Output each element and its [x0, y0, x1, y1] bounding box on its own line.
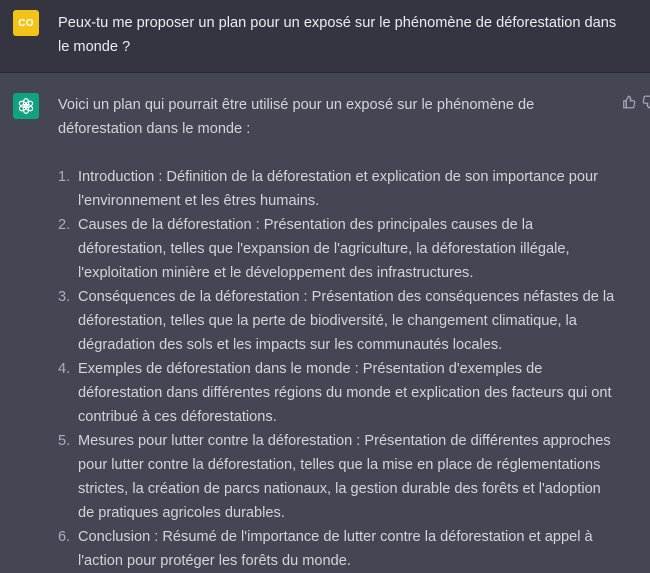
list-item [58, 429, 618, 525]
list-item-number: 1. [58, 169, 71, 185]
assistant-message-row [0, 73, 650, 571]
list-item-number: 2. [58, 217, 71, 233]
list-item-number: 3. [58, 289, 71, 305]
user-avatar: CO [13, 10, 39, 36]
list-item-number: 6. [58, 529, 71, 545]
list-item [58, 213, 618, 285]
list-item [58, 285, 618, 357]
list-item-text: Conclusion : Résumé de l'importance de lutter contre la déforestation et appel à l'action pour protéger les forêts du monde. [78, 529, 593, 569]
assistant-intro-text: Voici un plan qui pourrait être utilisé pour un exposé sur le phénomène de déforestation dans le monde : [58, 97, 535, 137]
list-item-text: Exemples de déforestation dans le monde : Présentation d'exemples de déforestation dans différentes régions du monde et explication des facteurs qui ont contribué à ces déforestations. [78, 361, 612, 425]
list-item [58, 165, 618, 213]
assistant-message-content [58, 93, 618, 573]
openai-logo-icon [13, 93, 39, 119]
list-item [58, 357, 618, 429]
user-message-text: Peux-tu me proposer un plan pour un exposé sur le phénomène de déforestation dans le monde ? [58, 15, 617, 55]
list-item-text: Introduction : Définition de la déforestation et explication de son importance pour l'environnement et les êtres humains. [78, 169, 599, 209]
list-item-text: Conséquences de la déforestation : Présentation des conséquences néfastes de la déforestation, telles que la perte de biodiversité, le changement climatique, la dégradation des sols et les impacts sur les communautés locales. [78, 289, 615, 353]
user-message-row [0, 0, 650, 73]
thumbs-down-icon[interactable] [642, 95, 650, 109]
list-item-text: Mesures pour lutter contre la déforestation : Présentation de différentes approches pour lutter contre la déforestation, telles que la mise en place de réglementations strictes, la création de parcs nationaux, la gestion durable des forêts et l'adoption de pratiques agricoles durables. [78, 433, 611, 521]
list-item-number: 5. [58, 433, 71, 449]
plan-list [58, 165, 618, 573]
list-item-number: 4. [58, 361, 71, 377]
thumbs-up-icon[interactable] [622, 95, 636, 109]
list-item-text: Causes de la déforestation : Présentation des principales causes de la déforestation, telles que l'expansion de l'agriculture, la déforestation illégale, l'exploitation minière et le développement des infrastructures. [78, 217, 570, 281]
list-item [58, 525, 618, 573]
